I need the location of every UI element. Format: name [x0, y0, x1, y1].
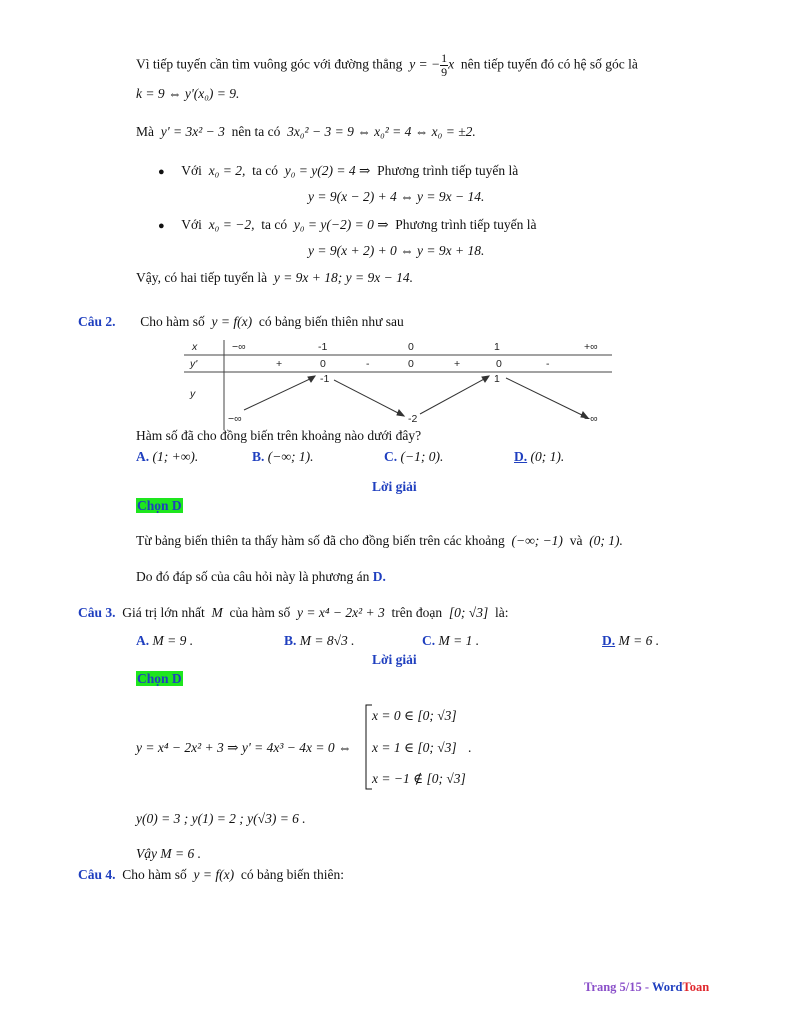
solution-title: Lời giải — [372, 479, 417, 494]
text: là: — [494, 605, 509, 620]
derivative-equation: y = x⁴ − 2x² + 3 ⇒ y' = 4x³ − 4x = 0 ⇔ — [136, 740, 352, 755]
system-line-2: x = 1 ∈ [0; √3] — [372, 740, 457, 755]
math: y = f(x) — [193, 867, 235, 882]
arrow-up — [244, 378, 312, 410]
option-b[interactable] — [284, 633, 355, 649]
line-slope: k = 9 ⇔ y'(x₀) = 9. — [136, 86, 240, 101]
text: Vậy, có hai tiếp tuyến là — [136, 270, 268, 285]
equation-tangent-1: y = 9(x − 2) + 4 ⇔ y = 9x − 14. — [308, 189, 485, 204]
math: 3x₀² − 3 = 9 ⇔ x₀² = 4 ⇔ x₀ = ±2. — [287, 124, 476, 139]
question-2-text: Hàm số đã cho đồng biến trên khoảng nào dưới đây? — [136, 428, 422, 443]
text: Phương trình tiếp tuyến là — [395, 217, 537, 232]
table-x-value: 1 — [494, 341, 500, 353]
arrowhead — [482, 376, 489, 382]
math: y = − — [409, 56, 441, 72]
table-x-value: 0 — [408, 341, 414, 353]
option-label: D. — [514, 449, 528, 464]
text: Với — [181, 163, 202, 178]
option-d[interactable] — [514, 449, 564, 465]
option-label: B. — [252, 449, 265, 464]
math: [0; √3] — [448, 605, 489, 620]
conclusion: Vậy M = 6 . — [136, 846, 201, 861]
math: x₀ = 2, — [208, 163, 246, 178]
table-sign: + — [276, 358, 283, 370]
option-label: C. — [384, 449, 398, 464]
text: Vì tiếp tuyến cần tìm vuông góc với đường thẳng — [136, 56, 403, 72]
table-y-value: −∞ — [584, 413, 598, 425]
option-label: A. — [136, 449, 150, 464]
text: Do đó đáp số của câu hỏi này là phương án — [136, 569, 370, 584]
table-sign: 0 — [496, 358, 502, 370]
text: Với — [181, 217, 202, 232]
table-x-value: -1 — [318, 341, 328, 353]
question-4-stem — [78, 867, 344, 883]
option-label: C. — [422, 633, 436, 648]
page-number: Trang 5/15 - — [584, 980, 652, 994]
option-a[interactable] — [136, 449, 198, 465]
line-derivative — [136, 124, 476, 140]
table-sign: 0 — [408, 358, 414, 370]
math: y = 9x + 18; y = 9x − 14. — [273, 270, 413, 285]
option-label: D. — [602, 633, 616, 648]
option-value: M = 8√3 . — [299, 633, 355, 648]
system-end: . — [468, 740, 472, 755]
table-sign: + — [454, 358, 461, 370]
text: nên ta có — [231, 124, 281, 139]
frac-den: 9 — [441, 65, 448, 79]
frac-num: 1 — [441, 51, 448, 65]
function-values: y(0) = 3 ; y(1) = 2 ; y(√3) = 6 . — [136, 811, 306, 826]
answer-letter: D. — [372, 569, 386, 584]
system-line-1: x = 0 ∈ [0; √3] — [372, 708, 457, 723]
chosen-badge: Chọn D — [137, 498, 182, 513]
table-sign: - — [546, 358, 550, 370]
text: Cho hàm số — [140, 314, 205, 329]
bullet-dot: ● — [158, 220, 165, 232]
table-y-value: −∞ — [228, 413, 242, 425]
option-d[interactable] — [602, 633, 659, 649]
arrow-up — [420, 378, 486, 414]
text: của hàm số — [229, 605, 291, 620]
arrow-down — [334, 380, 400, 414]
option-value: (0; 1). — [530, 449, 565, 464]
brand-toan: Toan — [682, 980, 710, 994]
table-sign: 0 — [320, 358, 326, 370]
question-label: Câu 4. — [78, 867, 116, 882]
table-x-value: +∞ — [584, 341, 598, 353]
math: (−∞; −1) — [511, 533, 563, 548]
line-conclusion-1 — [136, 270, 413, 286]
line-perpendicular — [136, 52, 638, 79]
arrowhead — [308, 376, 315, 382]
table-sign: - — [366, 358, 370, 370]
text: ta có — [252, 163, 278, 178]
math: y = f(x) — [211, 314, 253, 329]
table-x-value: −∞ — [232, 341, 246, 353]
option-c[interactable] — [384, 449, 443, 465]
option-a[interactable] — [136, 633, 193, 649]
option-b[interactable] — [252, 449, 314, 465]
text: Mà — [136, 124, 154, 139]
math: M — [211, 605, 223, 620]
table-y-value: -1 — [320, 373, 330, 385]
system-line-3: x = −1 ∉ [0; √3] — [372, 771, 466, 786]
text: Phương trình tiếp tuyến là — [377, 163, 519, 178]
option-value: (−∞; 1). — [267, 449, 314, 464]
math: y₀ = y(2) = 4 ⇒ — [284, 163, 371, 178]
option-value: (−1; 0). — [400, 449, 444, 464]
explanation-1 — [136, 533, 623, 549]
option-c[interactable] — [422, 633, 479, 649]
option-label: B. — [284, 633, 297, 648]
option-value: M = 9 . — [152, 633, 194, 648]
text: ta có — [261, 217, 288, 232]
text: có bảng biến thiên như sau — [258, 314, 404, 329]
question-2-stem — [78, 314, 404, 330]
option-label: A. — [136, 633, 150, 648]
math: y' = 3x² − 3 — [160, 124, 225, 139]
table-header-yprime: y' — [190, 358, 198, 370]
arrow-down — [506, 378, 584, 416]
table-y-value: 1 — [494, 373, 500, 385]
bullet-2 — [158, 217, 536, 233]
math: y = x⁴ − 2x² + 3 — [297, 605, 385, 620]
math: x₀ = −2, — [208, 217, 255, 232]
arrowhead — [397, 410, 404, 416]
page-footer — [584, 980, 709, 995]
variation-table — [184, 338, 612, 430]
option-value: M = 1 . — [438, 633, 480, 648]
option-value: (1; +∞). — [152, 449, 199, 464]
explanation-2 — [136, 569, 386, 585]
question-label: Câu 2. — [78, 314, 116, 329]
bullet-dot: ● — [158, 166, 165, 178]
equation-tangent-2: y = 9(x + 2) + 0 ⇔ y = 9x + 18. — [308, 243, 485, 258]
question-3-stem — [78, 605, 508, 621]
text: nên tiếp tuyến đó có hệ số góc là — [460, 56, 638, 72]
table-header-x: x — [192, 341, 198, 353]
text: Từ bảng biến thiên ta thấy hàm số đã cho đồng biến trên các khoảng — [136, 533, 505, 548]
math: (0; 1). — [589, 533, 623, 548]
text: có bảng biến thiên: — [240, 867, 344, 882]
text: và — [569, 533, 583, 548]
text: trên đoạn — [391, 605, 443, 620]
table-y-value: -2 — [408, 413, 418, 425]
question-label: Câu 3. — [78, 605, 116, 620]
option-value: M = 6 . — [618, 633, 660, 648]
chosen-answer — [136, 498, 183, 514]
bullet-1 — [158, 163, 518, 179]
chosen-badge: Chọn D — [137, 671, 182, 686]
brand-word: Word — [651, 980, 683, 994]
text: Giá trị lớn nhất — [122, 605, 205, 620]
math: x — [448, 56, 455, 72]
table-header-y: y — [190, 388, 196, 400]
fraction-one-ninth — [440, 52, 448, 79]
solution-title: Lời giải — [372, 652, 417, 667]
text: Cho hàm số — [122, 867, 187, 882]
math: y₀ = y(−2) = 0 ⇒ — [293, 217, 389, 232]
chosen-answer — [136, 671, 183, 687]
